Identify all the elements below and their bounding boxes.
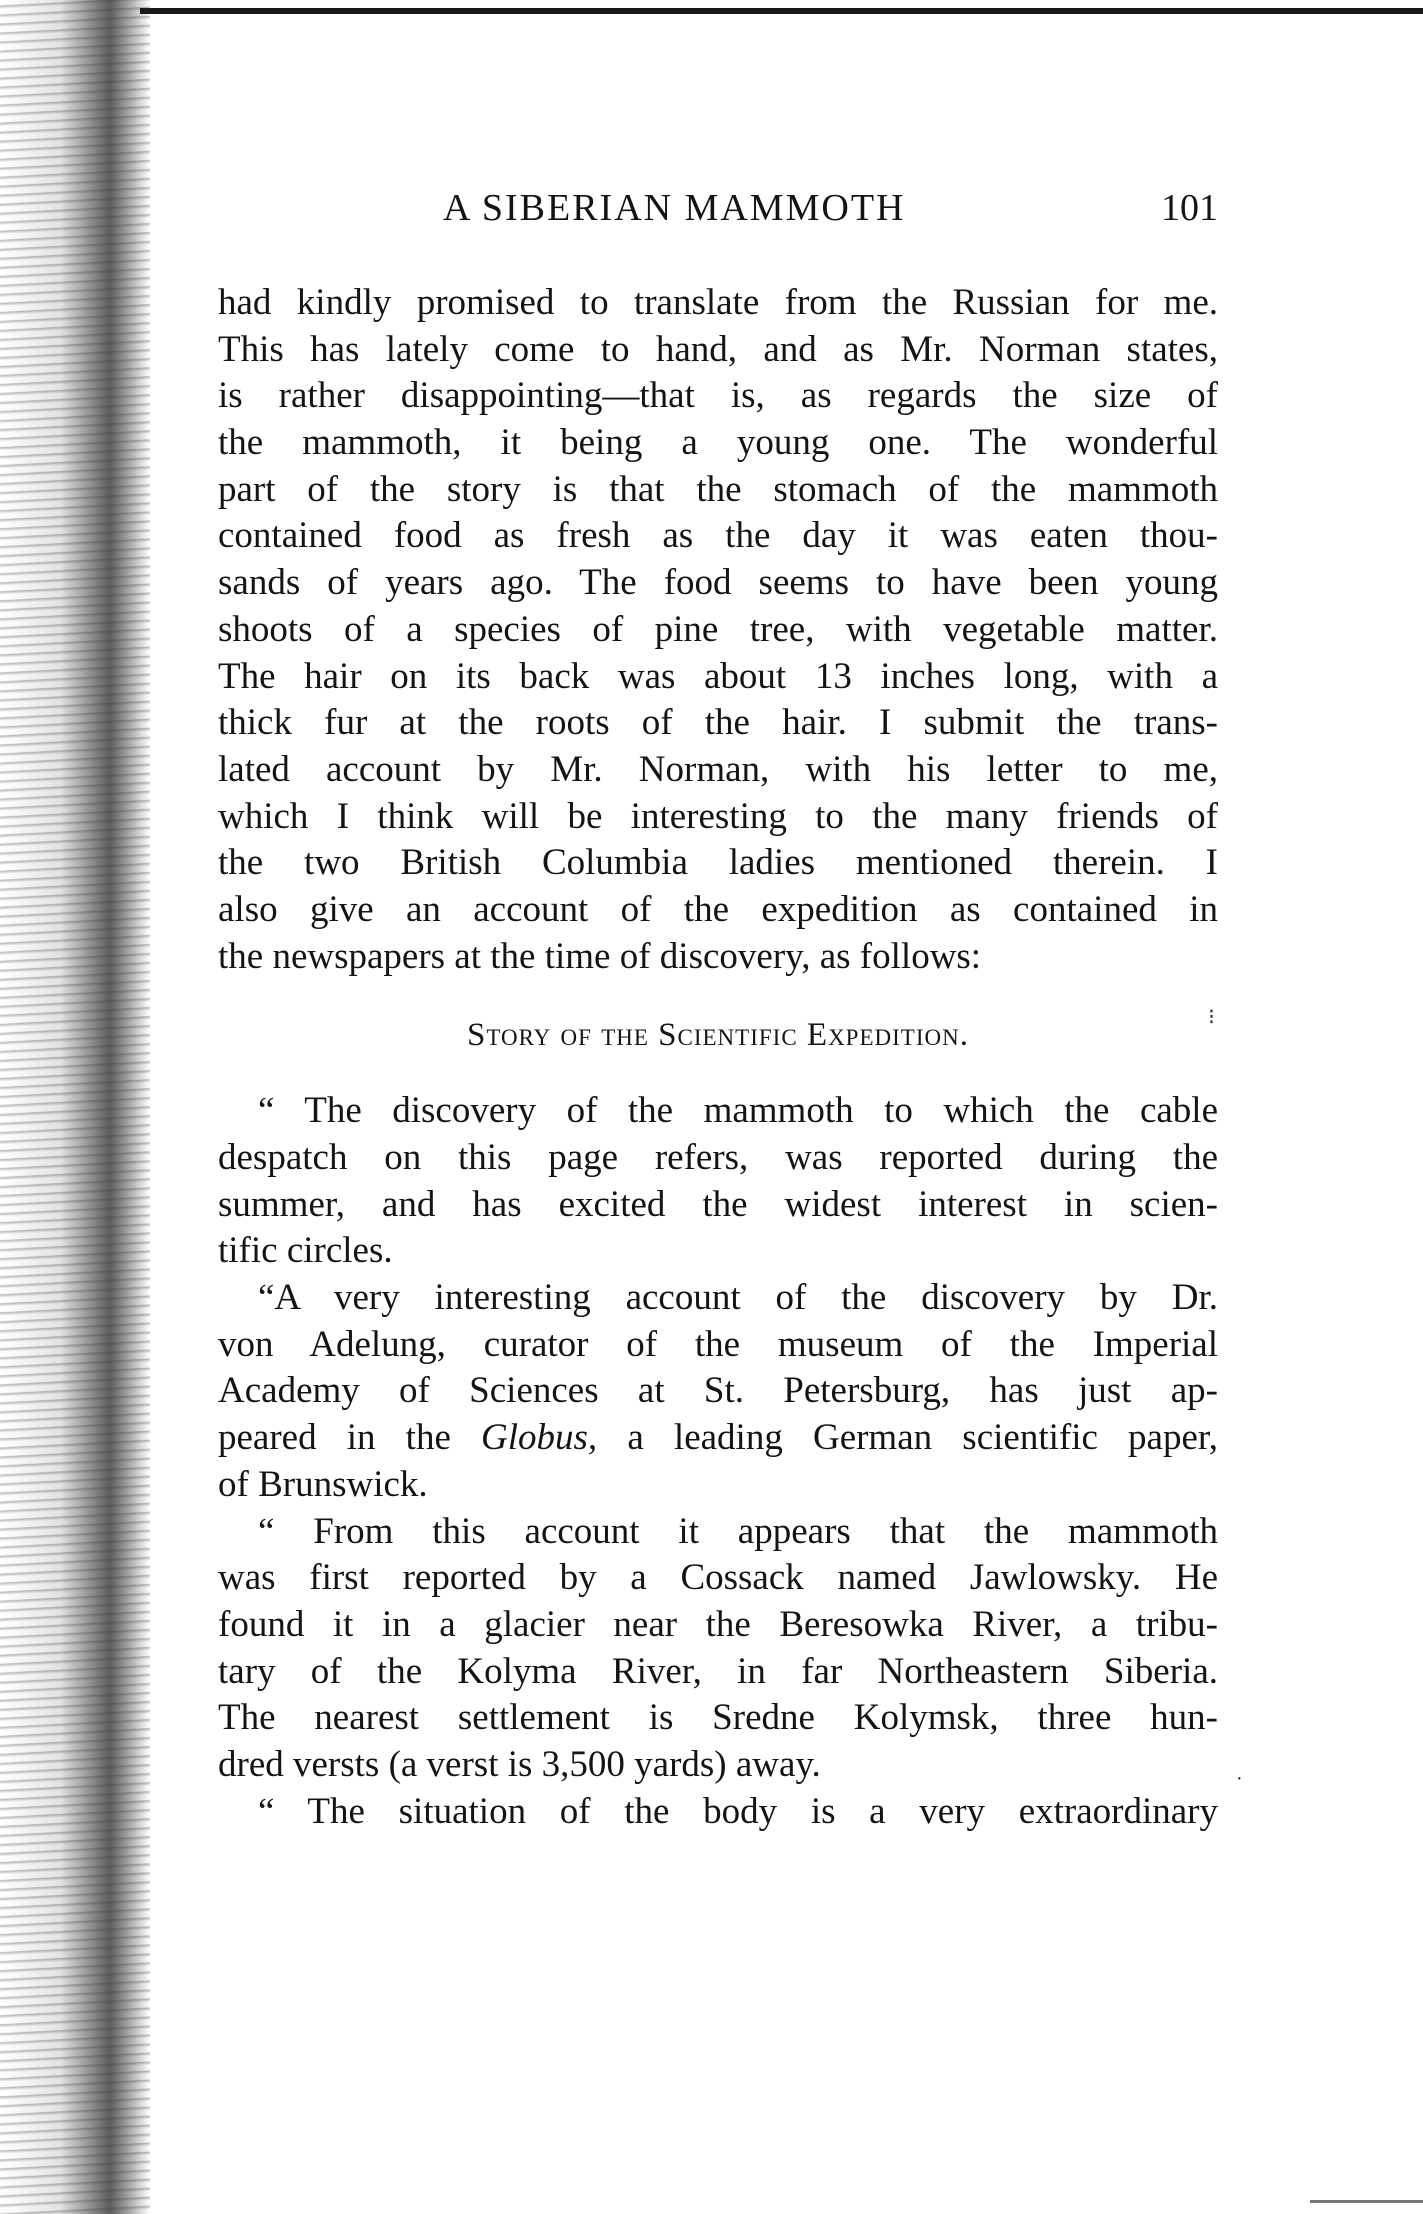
- page-number: 101: [1161, 187, 1218, 229]
- text-line: the mammoth, it being a young one. The wonderful: [218, 422, 1218, 464]
- text-line: [218, 1415, 1218, 1462]
- text-line: “A very interesting account of the discovery by Dr.: [258, 1277, 1218, 1319]
- text-line: the newspapers at the time of discovery, as follows:: [218, 935, 982, 977]
- text-line: Academy of Sciences at St. Petersburg, has just ap-: [218, 1370, 1218, 1412]
- text-line: von Adelung, curator of the museum of the Imperial: [218, 1323, 1218, 1365]
- paragraph-2: [218, 1088, 1218, 1275]
- scan-speck: ·: [1236, 1768, 1243, 1790]
- text-line: thick fur at the roots of the hair. I submit the trans-: [218, 702, 1218, 744]
- scan-speck: ⁝: [1208, 1004, 1215, 1029]
- text-line: is rather disappointing—that is, as regards the size of: [218, 375, 1218, 417]
- paragraph-5: [218, 1789, 1218, 1836]
- text-fragment: peared in the: [218, 1417, 482, 1459]
- text-line: The hair on its back was about 13 inches long, with a: [218, 655, 1218, 697]
- text-line: part of the story is that the stomach of the mammoth: [218, 468, 1218, 510]
- text-line: summer, and has excited the widest interest in scien-: [218, 1183, 1218, 1225]
- scan-top-edge: [140, 8, 1423, 14]
- text-line: had kindly promised to translate from the Russian for me.: [218, 282, 1218, 323]
- text-line: dred versts (a verst is 3,500 yards) away.: [218, 1743, 821, 1785]
- section-heading: Story of the Scientific Expedition.: [467, 1017, 969, 1054]
- page-header: [218, 186, 1218, 246]
- text-line: The nearest settlement is Sredne Kolymsk, three hun-: [218, 1697, 1218, 1739]
- running-head: A SIBERIAN MAMMOTH: [443, 187, 906, 229]
- text-line: This has lately come to hand, and as Mr. Norman states,: [218, 328, 1218, 370]
- text-line: “ The discovery of the mammoth to which the cable: [258, 1090, 1218, 1132]
- text-line: tific circles.: [218, 1230, 393, 1272]
- text-line: “ The situation of the body is a very extraordinary: [258, 1790, 1218, 1832]
- text-line: despatch on this page refers, was reported during the: [218, 1137, 1218, 1178]
- text-line: of Brunswick.: [218, 1463, 428, 1505]
- text-line: which I think will be interesting to the many friends of: [218, 795, 1218, 837]
- text-line: also give an account of the expedition as contained in: [218, 888, 1218, 930]
- text-line: was first reported by a Cossack named Jawlowsky. He: [218, 1557, 1218, 1599]
- scanned-gutter-shadow: [0, 0, 150, 2214]
- paragraph-4: [218, 1509, 1218, 1789]
- text-line: “ From this account it appears that the mammoth: [258, 1510, 1218, 1552]
- text-line: found it in a glacier near the Beresowka River, a tribu-: [218, 1603, 1218, 1645]
- text-line: sands of years ago. The food seems to have been young: [218, 562, 1218, 604]
- text-line: contained food as fresh as the day it was eaten thou-: [218, 515, 1218, 557]
- paragraph-1: [218, 280, 1218, 980]
- paragraph-3: [218, 1275, 1218, 1508]
- scan-bottom-edge: [1310, 2200, 1423, 2203]
- text-line: lated account by Mr. Norman, with his letter to me,: [218, 748, 1218, 790]
- text-line: shoots of a species of pine tree, with vegetable matter.: [218, 608, 1218, 650]
- text-line: the two British Columbia ladies mentioned therein. I: [218, 842, 1218, 884]
- text-line: tary of the Kolyma River, in far Northeastern Siberia.: [218, 1650, 1218, 1692]
- page-body: [218, 280, 1218, 1835]
- text-fragment: a leading German scientific paper,: [597, 1417, 1218, 1459]
- publication-title: Globus,: [481, 1417, 598, 1459]
